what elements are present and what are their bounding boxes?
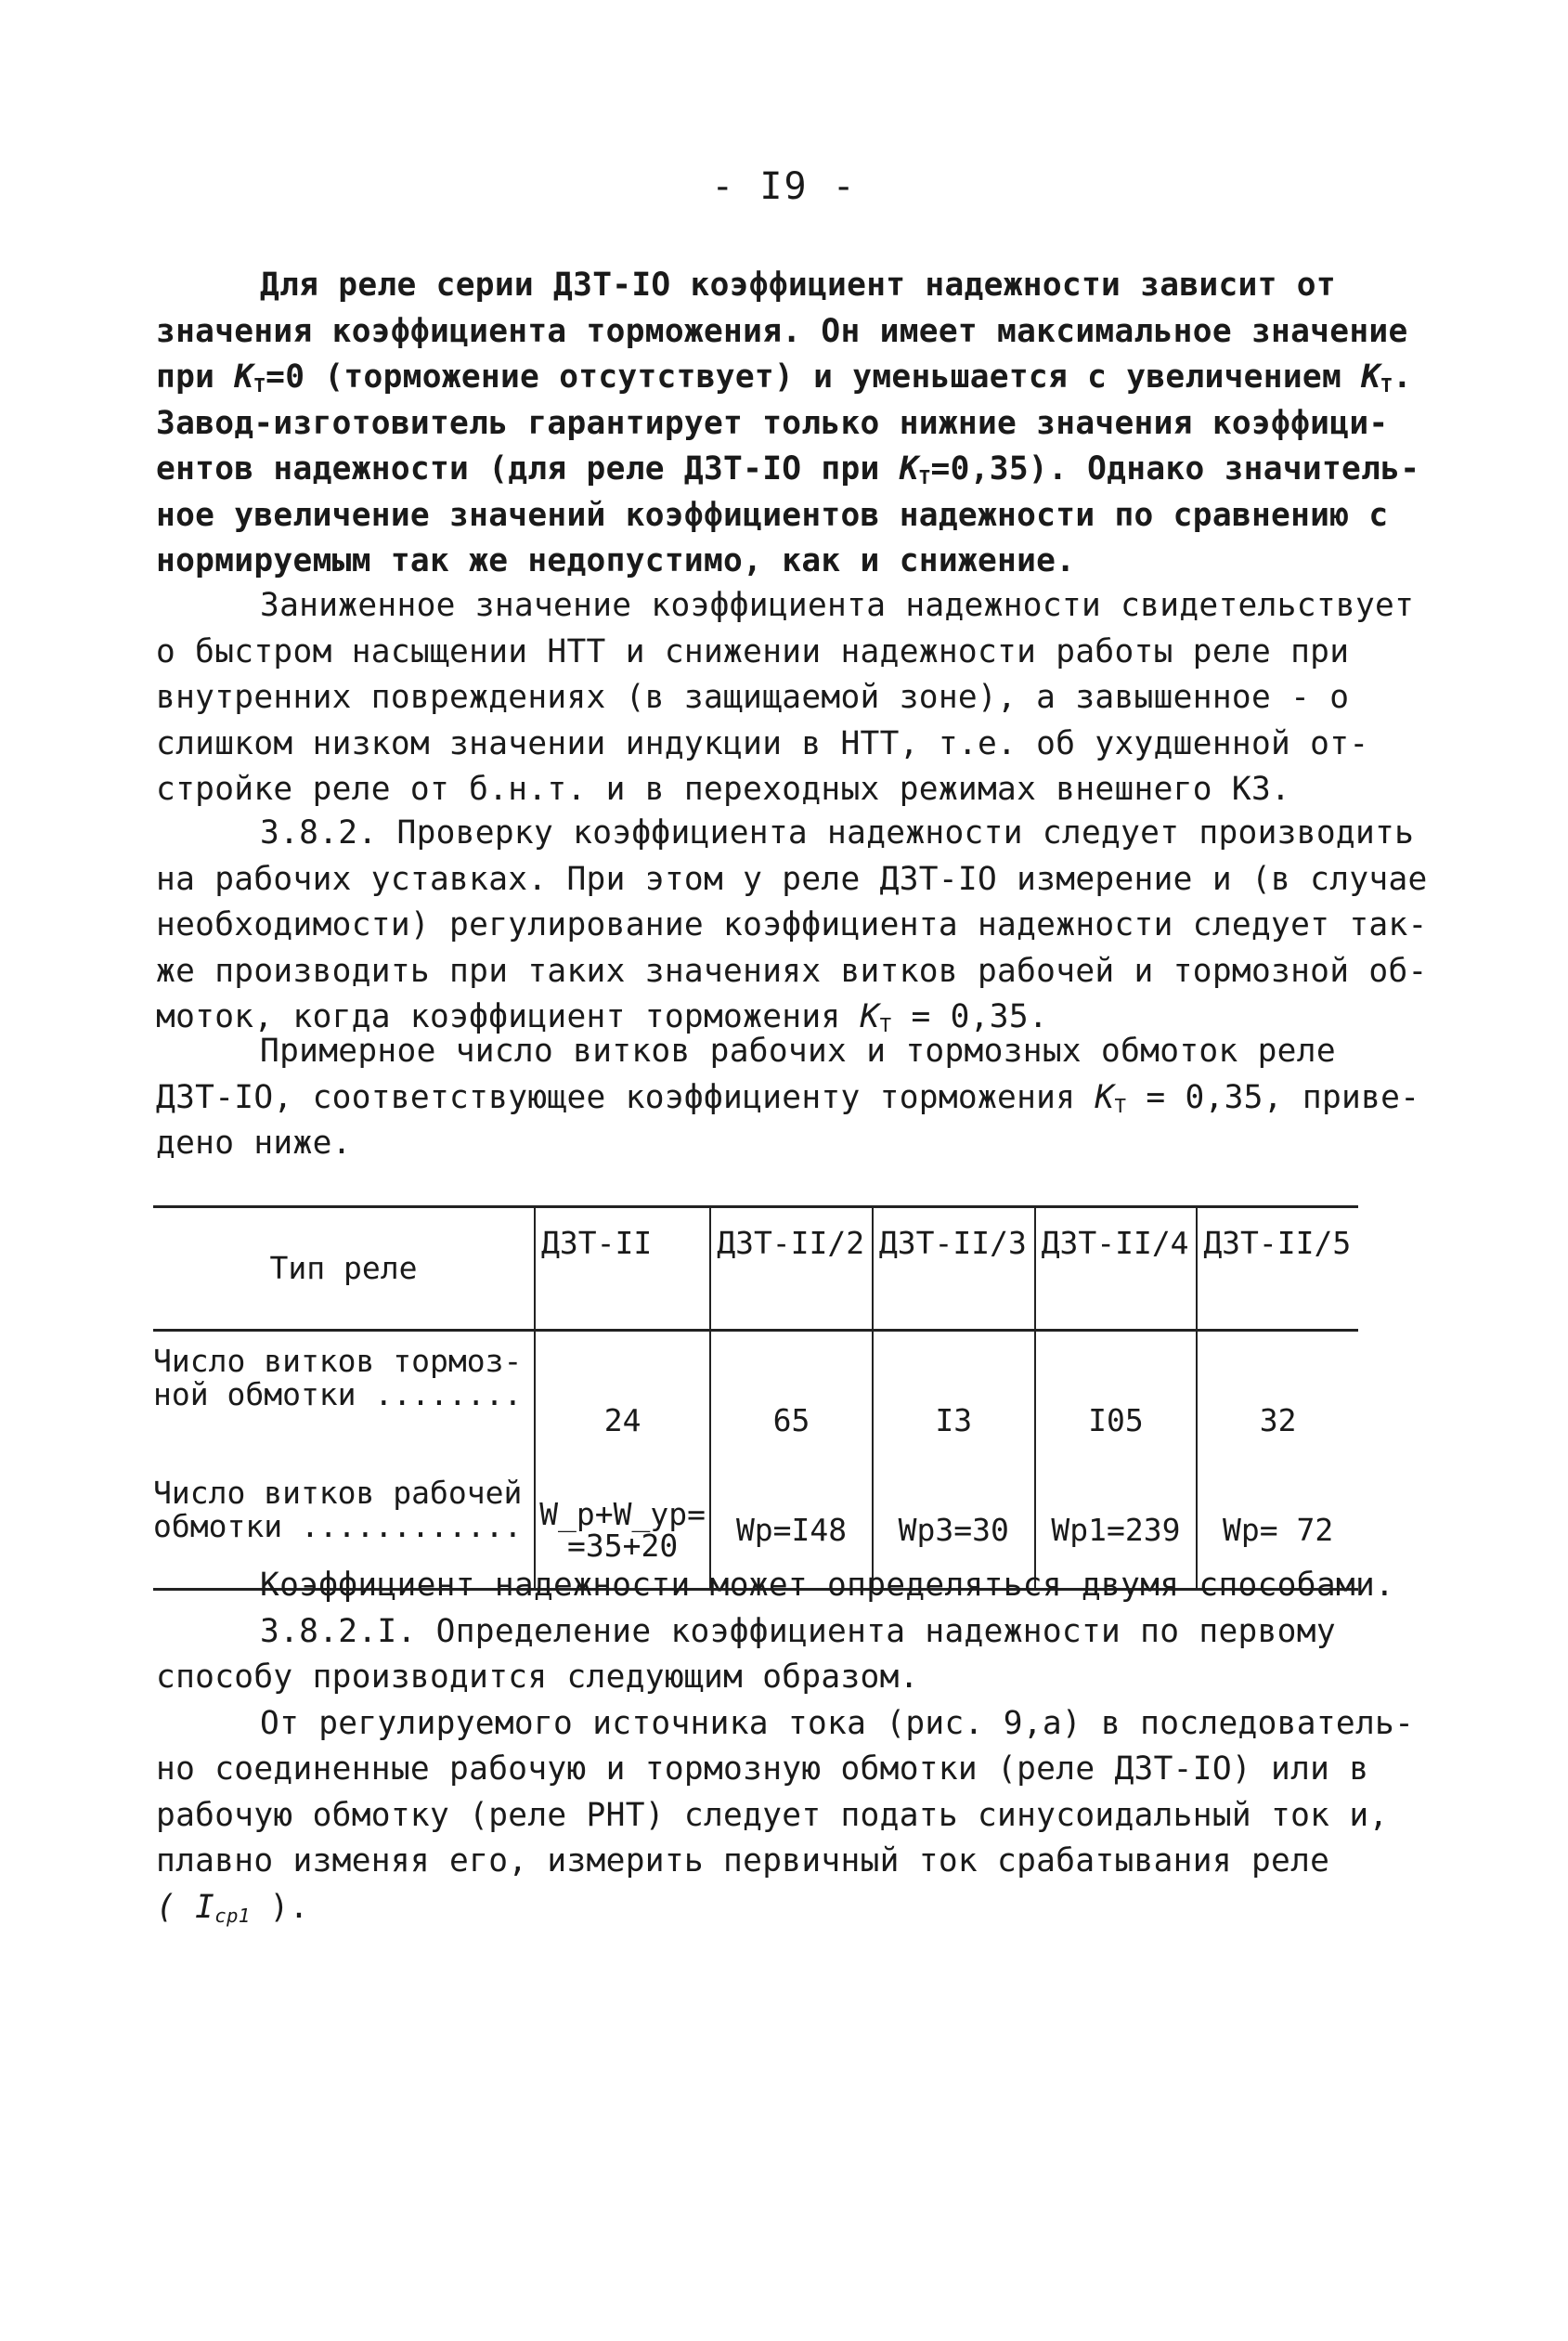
header-col-4: ДЗТ-II/4 [1035,1207,1198,1331]
p3-line-4: же производить при таких значениях витков рабочей и тормозной об- [156,952,1428,990]
cell-value-bottom: =35+20 [566,1528,679,1564]
header-relay-type: Тип реле [153,1207,535,1331]
table-row [153,1331,1358,1474]
p5-line-6: рабочую обмотку (реле РНТ) следует подать синусоидальный ток и, [156,1796,1389,1834]
p4-line-2 [156,1075,1420,1122]
icp1-sub: ср1 [214,1904,251,1927]
table-header-row [153,1207,1358,1331]
cell-value-top: W_p+W_ур= [539,1496,706,1532]
p3-line-2: на рабочих уставках. При этом у реле ДЗТ-IО измерение и (в случае [156,860,1428,898]
relay-turns-table [153,1205,1358,1591]
kt-sub: T [253,374,266,397]
paragraph-3 [156,811,1428,1041]
cell-tormoz-4 [1035,1331,1198,1474]
paragraph-4 [156,1029,1420,1167]
cell-tormoz-1 [535,1331,710,1474]
page-number: - I9 - [711,165,857,208]
p2-line-1: Заниженное значение коэффициента надежности свидетельствует [260,587,1415,624]
row-label-line: ной обмотки ........ [153,1376,523,1412]
p2-line-2: о быстром насыщении НТТ и снижении надежности работы реле при [156,632,1350,670]
p5-line-3: способу производится следующим образом. [156,1658,919,1696]
p1-line-5b: =0,35). Однако значитель- [930,450,1420,488]
p3-line-3: необходимости) регулирование коэффициента надежности следует так- [156,906,1428,943]
p2-line-4: слишком низком значении индукции в НТТ, т.е. об ухудшенной от- [156,724,1369,762]
p4-line-3: дено ниже. [156,1125,352,1162]
row-label-line: Число витков тормоз- [153,1343,523,1379]
p3-line-1: 3.8.2. Проверку коэффициента надежности следует производить [260,814,1415,852]
cell-value: 24 [603,1402,641,1438]
header-col-1: ДЗТ-II [535,1207,710,1331]
p1-line-3b: =0 (торможение отсутствует) и [266,358,853,396]
kt-symbol: K [1095,1078,1115,1116]
cell-value: Wp=I48 [735,1512,848,1548]
kt-symbol: K [899,450,919,488]
kt-symbol: K [234,358,254,396]
p5-line-1: Коэффициент надежности может определяться двумя способами. [260,1567,1395,1604]
kt-sub: T [918,466,931,489]
p4-line-2b: = 0,35, приве- [1126,1078,1420,1116]
p5-line-4: От регулируемого источника тока (рис. 9,а) в последователь- [260,1704,1415,1742]
p1-line-5a: ентов надежности (для реле ДЗТ-IО при [156,450,880,488]
p3-line-5a: моток, когда коэффициент торможения [156,998,861,1035]
kt-symbol: K [860,998,880,1035]
p1-line-3: при $K_T=0$ (торможение отсутствует) и уменьшается с увеличением $K_T$. [156,358,1413,397]
cell-value: I05 [1088,1402,1144,1438]
cell-value: 65 [772,1402,810,1438]
p2-line-5: стройке реле от б.н.т. и в переходных режимах внешнего КЗ. [156,771,1291,808]
cell-value: Wp= 72 [1223,1512,1334,1548]
kt-sub: T [879,1014,892,1037]
cell-tormoz-5 [1197,1331,1358,1474]
row-label-tormoz [153,1331,535,1474]
header-col-3: ДЗТ-II/3 [873,1207,1035,1331]
p5-line-5: но соединенные рабочую и тормозную обмотки (реле ДЗТ-IО) или в [156,1750,1369,1788]
paragraph-2 [156,583,1415,813]
p1-line-4: Завод-изготовитель гарантирует только нижние значения коэффици- [156,404,1389,442]
cell-value: Wp1=239 [1051,1512,1181,1548]
p4-line-1: Примерное число витков рабочих и тормозных обмоток реле [260,1033,1336,1070]
header-col-5: ДЗТ-II/5 [1197,1207,1358,1331]
p1-line-6: ное увеличение значений коэффициентов надежности по сравнению с [156,496,1389,534]
p5-line-2: 3.8.2.I. Определение коэффициента надежности по первому [260,1612,1336,1650]
icp1-close: ). [250,1888,309,1926]
cell-value: I3 [935,1402,973,1438]
header-col-2: ДЗТ-II/2 [710,1207,873,1331]
p1-line-3c: уменьшается с увеличением [852,358,1342,396]
p5-line-7: плавно изменяя его, измерить первичный ток срабатывания реле [156,1842,1330,1879]
paragraph-1 [156,263,1420,585]
cell-value: 32 [1259,1402,1297,1438]
paragraph-5 [156,1563,1415,1931]
p1-line-2: значения коэффициента торможения. Он имеет максимальное значение [156,312,1408,350]
row-label-line: обмотки ............ [153,1508,523,1544]
p1-line-1: Для реле серии ДЗТ-IО коэффициент надежности зависит от [260,267,1336,304]
p1-line-5 [156,447,1420,493]
p4-line-2a: ДЗТ-IО, соответствующее коэффициенту торможения [156,1078,1095,1116]
p2-line-3: внутренних повреждениях (в защищаемой зоне), а завышенное - о [156,679,1350,716]
p5-line-8 [156,1885,1354,1931]
p1-line-7: нормируемым так же недопустимо, как и снижение. [156,542,1076,579]
kt-sub: T [1114,1094,1127,1117]
cell-tormoz-2 [710,1331,873,1474]
p3-line-5b: = 0,35. [891,998,1048,1035]
icp1-symbol: ( I [156,1888,215,1926]
kt-sub: T [1380,374,1393,397]
p1-line-3a: при [156,358,235,396]
row-label-line: Число витков рабочей [153,1475,523,1511]
kt-symbol: K [1361,358,1381,396]
cell-value: Wp3=30 [898,1512,1009,1548]
cell-tormoz-3 [873,1331,1035,1474]
